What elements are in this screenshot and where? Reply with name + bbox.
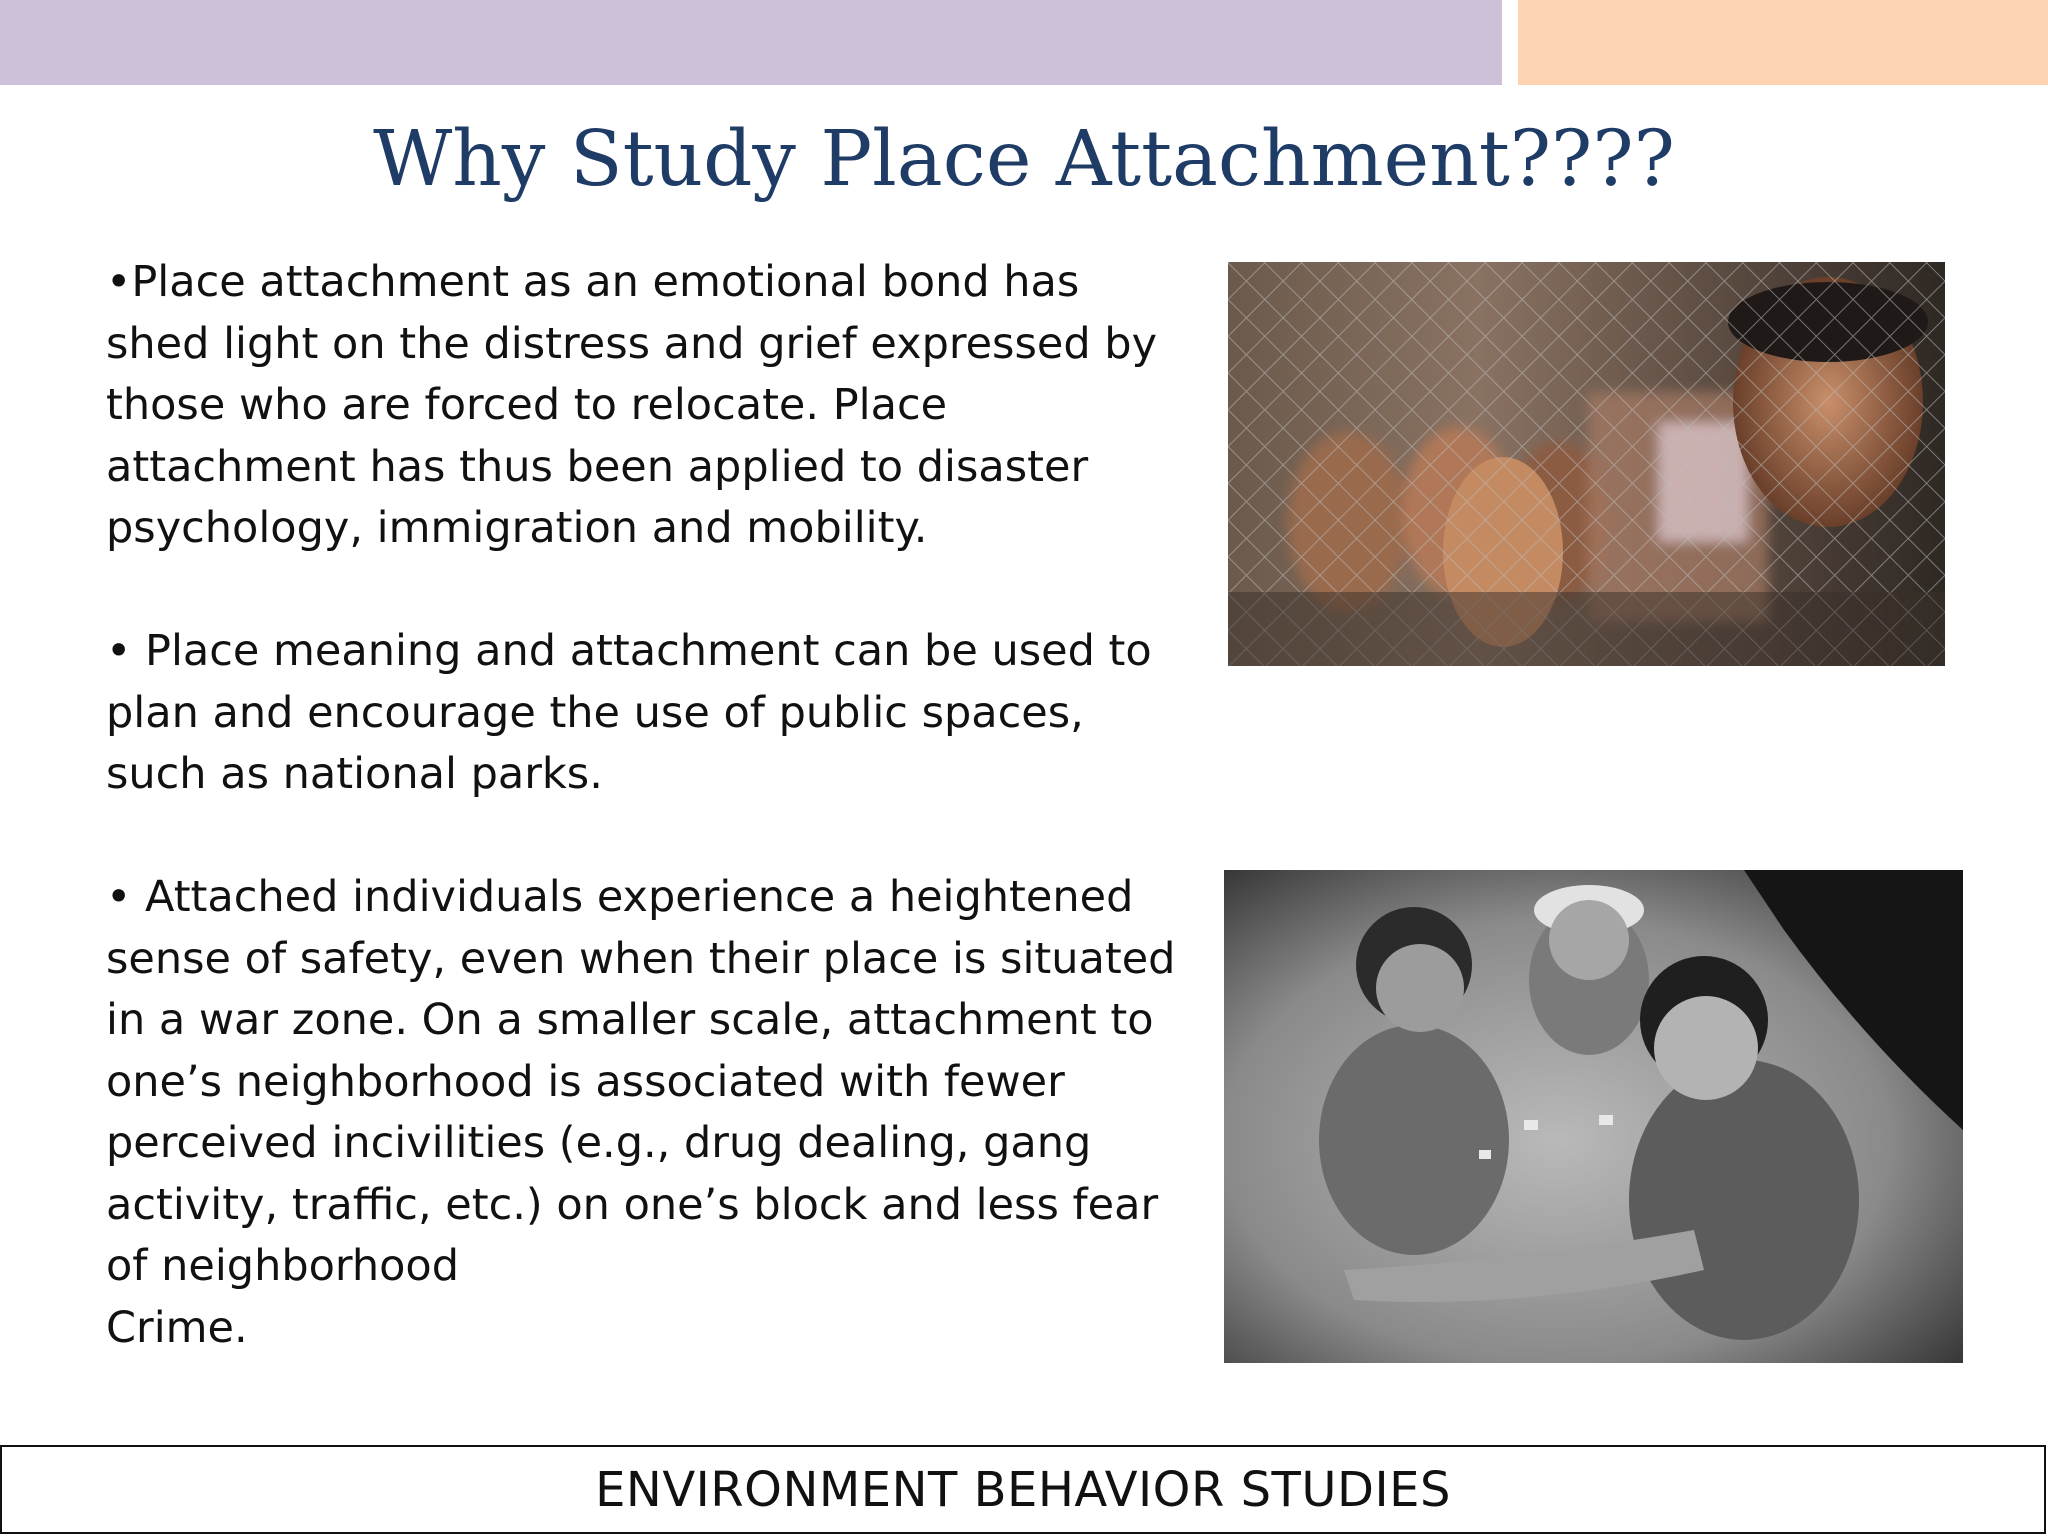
footer-banner bbox=[0, 1445, 2046, 1534]
paragraph-safety: • Attached individuals experience a heightened sense of safety, even when their place is situated in a war zone. On a smaller scale, attachment to one’s neighborhood is associated with fewer perceived incivilities (e.g., drug dealing, gang activity, traffic, etc.) on one’s block and less fear of neighborhood bbox=[106, 872, 1176, 1291]
header-band-peach bbox=[1518, 0, 2048, 85]
photo-children-playing bbox=[1224, 870, 1963, 1363]
paragraph-relocation: •Place attachment as an emotional bond has shed light on the distress and grief expressed by those who are forced to relocate. Place attachment has thus been applied to disaster psychology, immigration and mobility. bbox=[106, 257, 1158, 553]
footer-label: ENVIRONMENT BEHAVIOR STUDIES bbox=[595, 1461, 1451, 1518]
slide-title: Why Study Place Attachment???? bbox=[373, 115, 1675, 204]
fence-photo-illustration bbox=[1228, 262, 1945, 666]
paragraph-public-spaces: • Place meaning and attachment can be used to plan and encourage the use of public spaces, such as national parks. bbox=[106, 626, 1152, 799]
paragraph-crime: Crime. bbox=[106, 1302, 248, 1353]
photo-people-at-fence bbox=[1228, 262, 1945, 666]
children-photo-illustration bbox=[1224, 870, 1963, 1363]
slide-body bbox=[106, 252, 1186, 1359]
header-band-lavender bbox=[0, 0, 1502, 85]
